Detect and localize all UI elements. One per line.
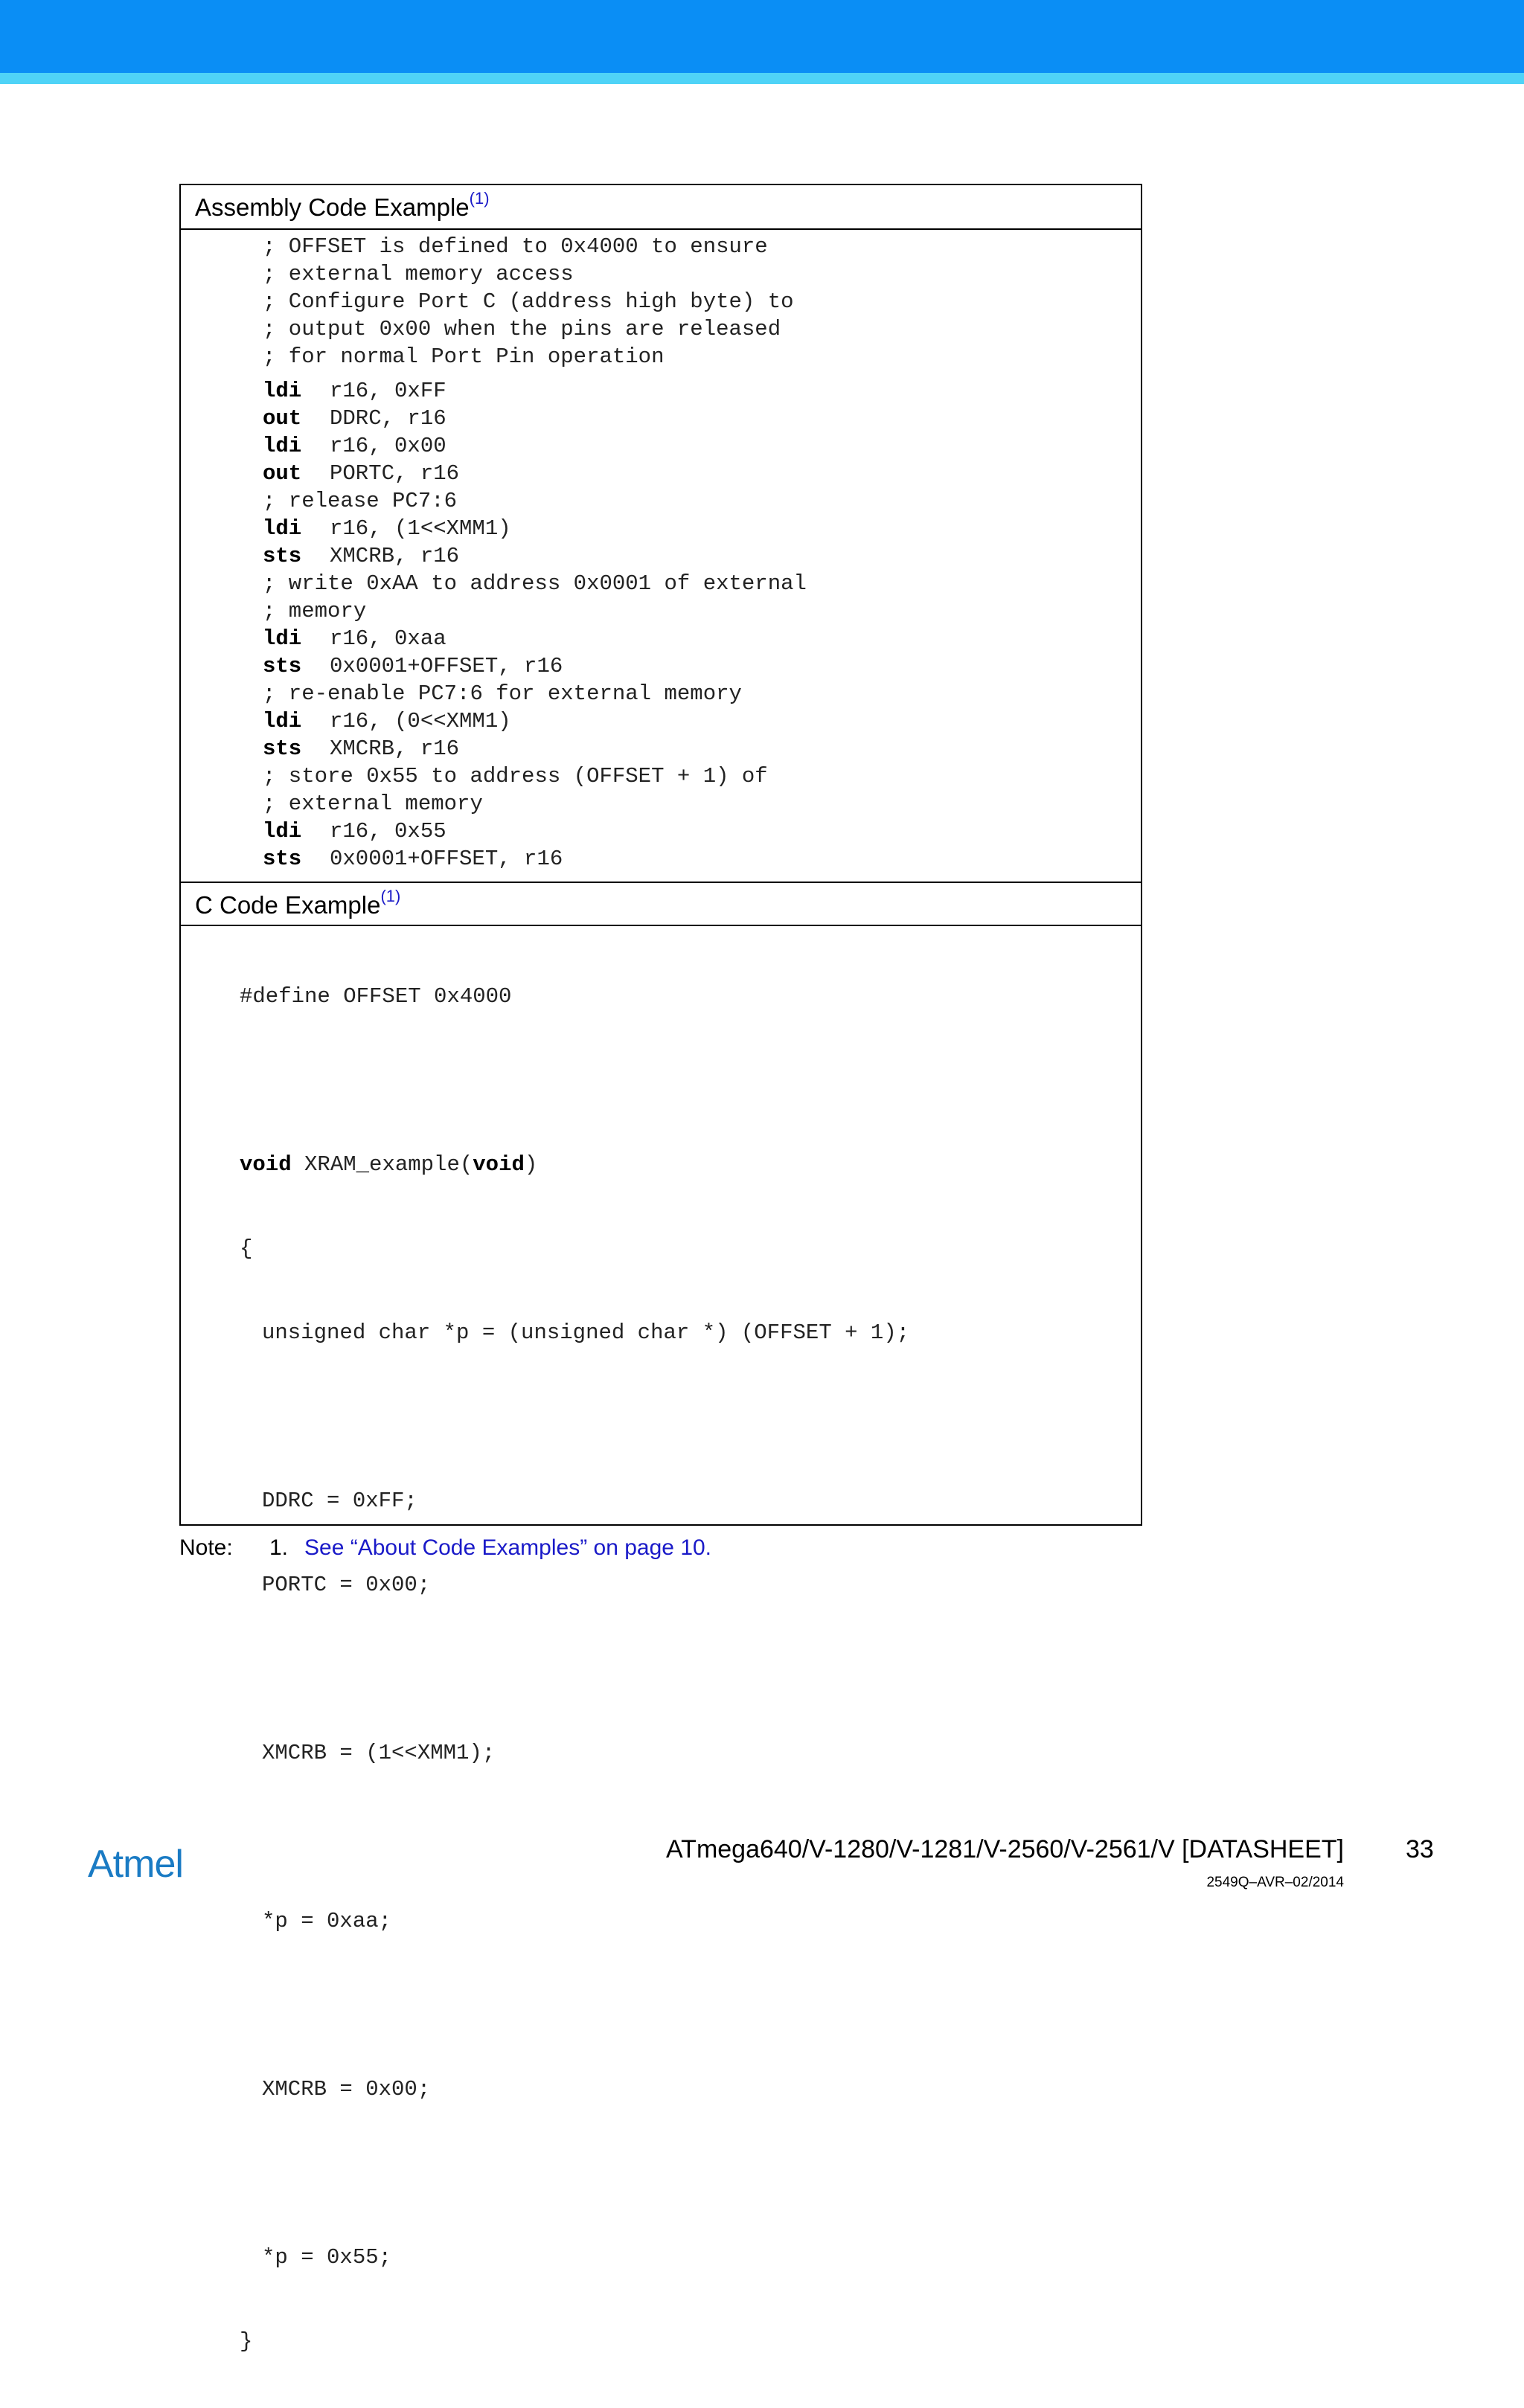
code-keyword: ldi xyxy=(263,516,302,541)
c-header-title: C Code Example xyxy=(195,891,381,919)
blank-line xyxy=(240,1988,909,2023)
code-text: r16, 0xaa xyxy=(330,626,446,651)
note-number: 1. xyxy=(269,1535,289,1560)
code-line xyxy=(263,405,807,432)
code-text: r16, 0x00 xyxy=(330,434,446,458)
code-keyword: out xyxy=(263,461,302,486)
code-line: #define OFFSET 0x4000 xyxy=(240,984,512,1009)
c-footnote-ref[interactable]: (1) xyxy=(380,887,401,905)
code-line: XMCRB = 0x00; xyxy=(262,2077,431,2102)
code-line: XMCRB = (1<<XMM1); xyxy=(262,1741,496,1765)
code-text: 0x0001+OFFSET, r16 xyxy=(330,847,563,871)
code-line xyxy=(263,288,807,315)
c-header xyxy=(181,882,1141,926)
code-line xyxy=(263,542,807,570)
code-line: DDRC = 0xFF; xyxy=(262,1489,417,1513)
code-text: XMCRB, r16 xyxy=(330,736,460,761)
code-line xyxy=(263,515,807,542)
code-line xyxy=(263,735,807,762)
note-label: Note: xyxy=(179,1535,233,1560)
code-keyword: ldi xyxy=(263,379,302,403)
blank-line xyxy=(240,1063,909,1098)
code-text: ; store 0x55 to address (OFFSET + 1) of xyxy=(263,764,768,789)
code-keyword: sts xyxy=(263,654,302,678)
header-stripe xyxy=(0,73,1524,84)
code-text: r16, (1<<XMM1) xyxy=(330,516,511,541)
code-text: ; write 0xAA to address 0x0001 of external xyxy=(263,571,807,596)
atmel-logo: Atmel xyxy=(88,1843,183,1886)
code-text: r16, (0<<XMM1) xyxy=(330,709,511,733)
code-line: unsigned char *p = (unsigned char *) (OFFSET + 1); xyxy=(262,1320,910,1345)
code-line: { xyxy=(240,1236,253,1261)
code-keyword: ldi xyxy=(263,434,302,458)
assembly-code-block xyxy=(263,233,807,873)
code-keyword: ldi xyxy=(263,709,302,733)
blank-line xyxy=(240,1399,909,1434)
code-keyword: sts xyxy=(263,736,302,761)
code-line xyxy=(263,460,807,487)
code-line xyxy=(263,597,807,625)
note-link[interactable]: See “About Code Examples” on page 10. xyxy=(304,1535,712,1560)
code-keyword: sts xyxy=(263,544,302,568)
code-text: 0x0001+OFFSET, r16 xyxy=(330,654,563,678)
code-text: r16, 0xFF xyxy=(330,379,446,403)
code-text: ; output 0x00 when the pins are released xyxy=(263,317,781,341)
code-line xyxy=(263,377,807,405)
code-text: PORTC, r16 xyxy=(330,461,460,486)
code-line xyxy=(263,570,807,597)
blank-line xyxy=(240,2156,909,2191)
code-text: ; release PC7:6 xyxy=(263,489,458,513)
code-line xyxy=(263,790,807,818)
code-text: ; OFFSET is defined to 0x4000 to ensure xyxy=(263,234,768,259)
code-line xyxy=(263,432,807,460)
code-line xyxy=(263,260,807,288)
code-line xyxy=(263,487,807,515)
document-code: 2549Q–AVR–02/2014 xyxy=(1206,1875,1344,1890)
code-line xyxy=(263,707,807,735)
code-text: ; external memory access xyxy=(263,262,574,286)
code-line xyxy=(240,1147,909,1182)
code-line xyxy=(263,315,807,343)
code-text: ; memory xyxy=(263,599,367,623)
code-line: *p = 0xaa; xyxy=(262,1909,392,1933)
code-keyword: void xyxy=(240,1152,292,1177)
code-keyword: ldi xyxy=(263,819,302,844)
assembly-header xyxy=(181,185,1141,230)
code-keyword: void xyxy=(473,1152,525,1177)
code-keyword: ldi xyxy=(263,626,302,651)
page-number: 33 xyxy=(1406,1835,1434,1863)
assembly-footnote-ref[interactable]: (1) xyxy=(469,189,490,208)
code-line xyxy=(263,652,807,680)
code-line: PORTC = 0x00; xyxy=(262,1573,431,1597)
code-text: XMCRB, r16 xyxy=(330,544,460,568)
code-line xyxy=(263,818,807,845)
code-keyword: sts xyxy=(263,847,302,871)
code-line xyxy=(263,343,807,370)
code-text: XRAM_example( xyxy=(291,1152,473,1177)
code-line xyxy=(263,625,807,652)
code-line xyxy=(263,680,807,707)
code-line xyxy=(263,762,807,790)
code-line xyxy=(263,845,807,873)
code-text: ; for normal Port Pin operation xyxy=(263,344,665,369)
code-line: *p = 0x55; xyxy=(262,2245,392,2270)
header-bar xyxy=(0,0,1524,73)
blank-line xyxy=(240,1651,909,1686)
code-line: } xyxy=(240,2329,253,2354)
code-text: ; external memory xyxy=(263,792,483,816)
code-text: DDRC, r16 xyxy=(330,406,446,431)
c-code-block xyxy=(240,930,909,2408)
code-text: ) xyxy=(524,1152,538,1177)
code-text: r16, 0x55 xyxy=(330,819,446,844)
code-keyword: out xyxy=(263,406,302,431)
assembly-header-title: Assembly Code Example xyxy=(195,193,470,221)
code-text: ; re-enable PC7:6 for external memory xyxy=(263,681,742,706)
code-text: ; Configure Port C (address high byte) to xyxy=(263,289,794,314)
code-line xyxy=(263,233,807,260)
footer-title: ATmega640/V-1280/V-1281/V-2560/V-2561/V [DATASHEET] xyxy=(666,1835,1344,1863)
